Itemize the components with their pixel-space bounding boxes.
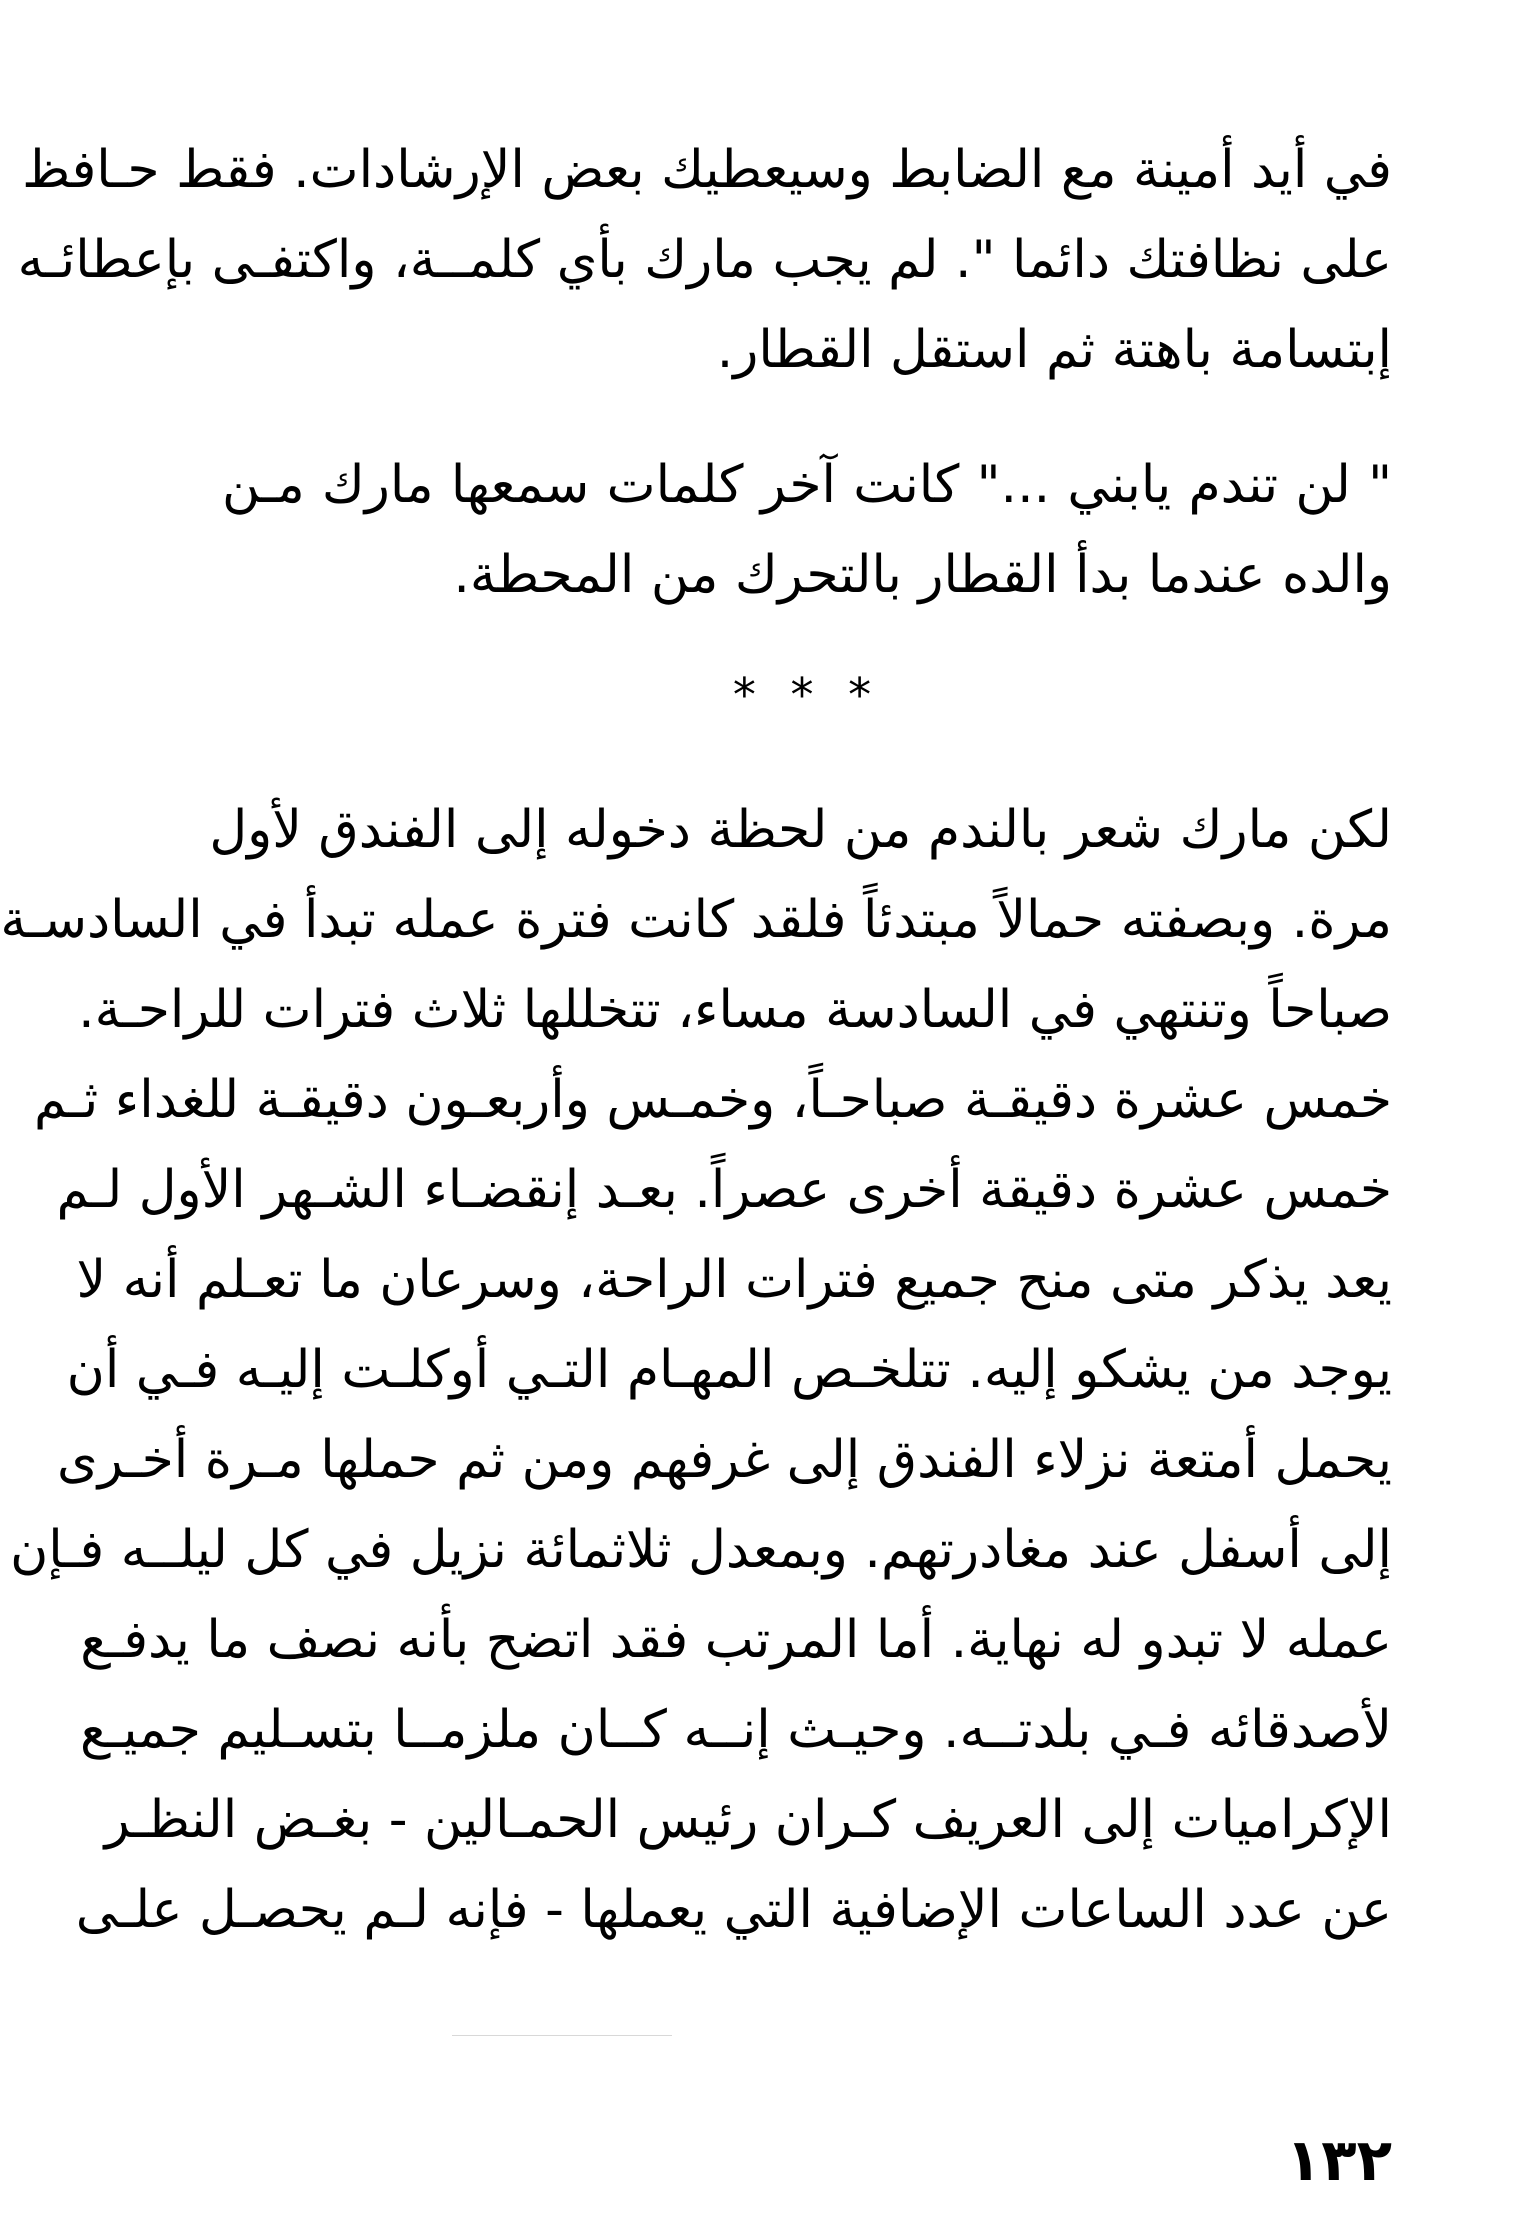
text-line: خمس عشرة دقيقـة صباحـاً، وخمـس وأربعـون دقيقـة للغداء ثـم — [33, 1070, 1392, 1130]
text-line: على نظافتك دائما ". لم يجب مارك بأي كلمــة، واكتفـى بإعطائـه — [17, 230, 1392, 290]
text-line: والده عندما بدأ القطار بالتحرك من المحطة. — [453, 545, 1392, 605]
text-line: صباحاً وتنتهي في السادسة مساء، تتخللها ثلاث فترات للراحـة. — [78, 980, 1392, 1040]
text-line: خمس عشرة دقيقة أخرى عصراً. بعـد إنقضـاء الشـهر الأول لـم — [56, 1160, 1392, 1220]
paragraph-2 — [222, 440, 1392, 620]
text-line: عن عدد الساعات الإضافية التي يعملها - فإنه لـم يحصـل علـى — [75, 1880, 1392, 1940]
text-line: في أيد أمينة مع الضابط وسيعطيك بعض الإرشادات. فقط حـافظ — [22, 140, 1392, 200]
paragraph-3 — [0, 785, 1392, 1955]
paragraph-1 — [17, 125, 1392, 395]
text-line: الإكراميات إلى العريف كـران رئيس الحمـالين - بغـض النظـر — [104, 1790, 1392, 1850]
text-line: " لن تندم يابني ..." كانت آخر كلمات سمعها مارك مـن — [222, 455, 1392, 515]
text-line: يحمل أمتعة نزلاء الفندق إلى غرفهم ومن ثم حملها مـرة أخـرى — [57, 1430, 1392, 1490]
footer-rule — [452, 2035, 672, 2036]
section-separator: * * * — [732, 668, 882, 722]
page-number: ١٣٢ — [1285, 2126, 1392, 2194]
text-line: لكن مارك شعر بالندم من لحظة دخوله إلى الفندق لأول — [209, 800, 1392, 860]
text-line: إلى أسفل عند مغادرتهم. وبمعدل ثلاثمائة نزيل في كل ليلــه فـإن — [10, 1520, 1392, 1580]
text-line: يعد يذكر متى منح جميع فترات الراحة، وسرعان ما تعـلم أنه لا — [76, 1250, 1392, 1310]
text-line: يوجد من يشكو إليه. تتلخـص المهـام التـي أوكلـت إليـه فـي أن — [66, 1340, 1392, 1400]
text-line: عمله لا تبدو له نهاية. أما المرتب فقد اتضح بأنه نصف ما يدفـع — [80, 1610, 1392, 1670]
text-line: إبتسامة باهتة ثم استقل القطار. — [716, 320, 1392, 380]
text-line: لأصدقائه فـي بلدتــه. وحيـث إنــه كــان ملزمــا بتسـليم جميـع — [80, 1700, 1392, 1760]
text-line: مرة. وبصفته حمالاً مبتدئاً فلقد كانت فترة عمله تبدأ في السادسـة — [0, 890, 1392, 950]
